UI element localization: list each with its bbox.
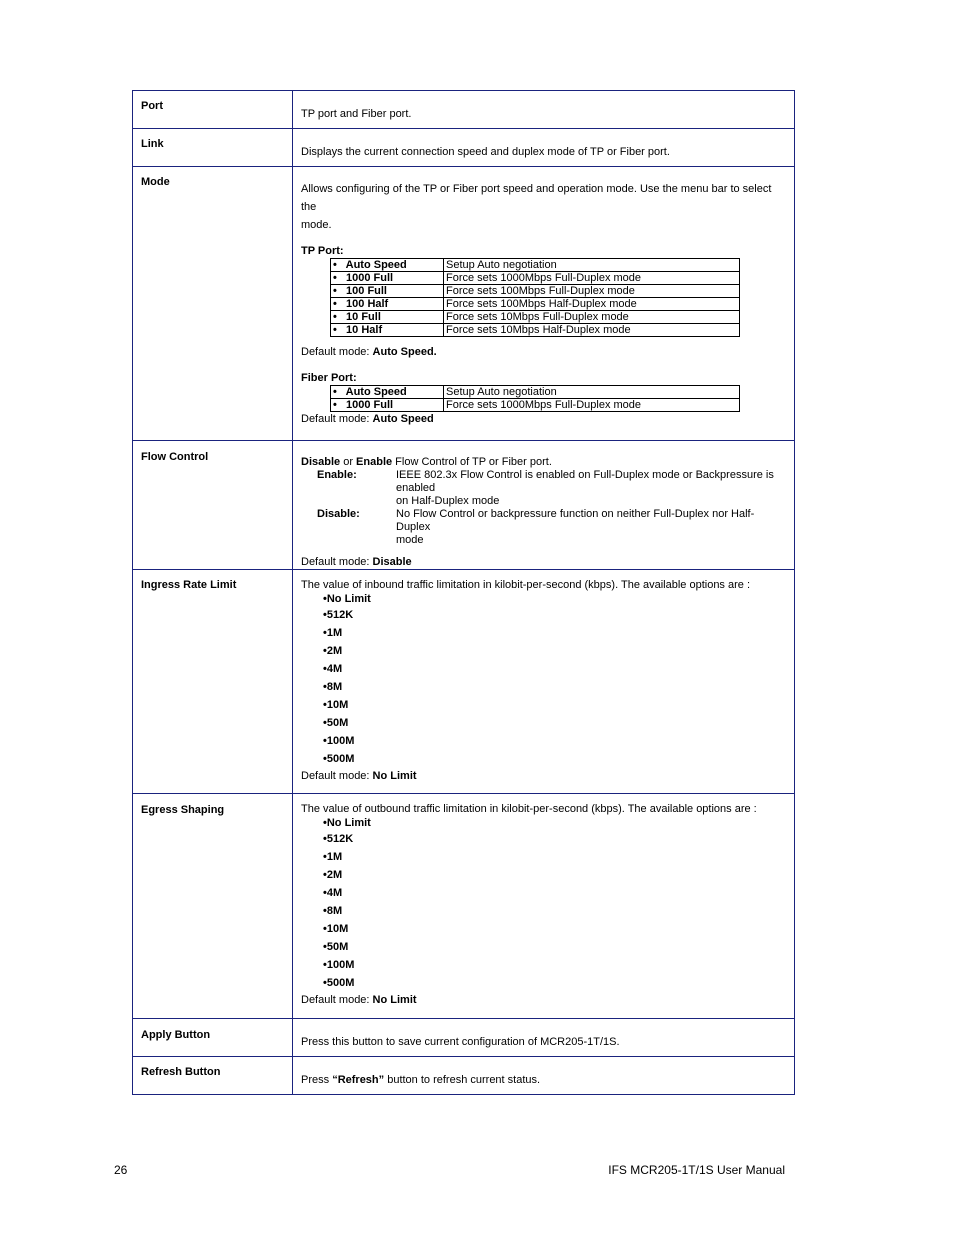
flow-default-mode: Default mode: Disable xyxy=(301,556,412,568)
page-number: 26 xyxy=(114,1163,128,1177)
row-label: Port xyxy=(133,91,293,129)
list-item: •100M xyxy=(323,735,355,747)
fiber-port-options-table xyxy=(330,385,740,412)
flow-intro: Disable or Enable Flow Control of TP or Fiber port. xyxy=(301,456,552,468)
option-desc: Setup Auto negotiation xyxy=(444,386,740,399)
link-text: Displays the current connection speed and duplex mode of TP or Fiber port. xyxy=(301,146,670,158)
list-item: •2M xyxy=(323,645,343,657)
table-row: • Auto Speed Setup Auto negotiation xyxy=(331,386,740,399)
ingress-default-mode: Default mode: No Limit xyxy=(301,770,417,782)
table-row: • 1000 Full Force sets 1000Mbps Full-Duplex mode xyxy=(331,272,740,285)
option-name: 10 Half xyxy=(346,324,383,336)
row-description xyxy=(293,794,795,1019)
option-name: 100 Full xyxy=(346,285,387,297)
list-item: •1M xyxy=(323,627,343,639)
egress-default-mode: Default mode: No Limit xyxy=(301,994,417,1006)
flow-enable-def: Enable: IEEE 802.3x Flow Control is enabled on Full-Duplex mode or Backpressure is enabled on Half-Duplex mode xyxy=(317,469,774,507)
row-description xyxy=(293,91,795,129)
option-name: Auto Speed xyxy=(345,386,407,398)
row-label: Link xyxy=(133,129,293,167)
row-description xyxy=(293,441,795,570)
ingress-options-list xyxy=(301,592,784,768)
table-row-flow-control xyxy=(133,441,795,570)
table-row: • 100 Half Force sets 100Mbps Half-Duplex mode xyxy=(331,298,740,311)
option-desc: Force sets 1000Mbps Full-Duplex mode xyxy=(444,399,740,412)
table-row: • 10 Half Force sets 10Mbps Half-Duplex mode xyxy=(331,324,740,337)
table-row-egress-shaping xyxy=(133,794,795,1019)
table-row-apply-button xyxy=(133,1019,795,1057)
row-label: Ingress Rate Limit xyxy=(133,570,293,794)
option-desc: Force sets 10Mbps Full-Duplex mode xyxy=(444,311,740,324)
option-name: 1000 Full xyxy=(346,272,394,284)
list-item: •No Limit xyxy=(323,593,371,605)
list-item: •2M xyxy=(323,869,343,881)
mode-intro-line1: Allows configuring of the TP or Fiber port speed and operation mode. Use the menu bar to select the xyxy=(301,183,772,213)
table-row-port xyxy=(133,91,795,129)
row-label: Apply Button xyxy=(133,1019,293,1057)
list-item: •512K xyxy=(323,609,354,621)
row-label: Flow Control xyxy=(133,441,293,570)
row-description xyxy=(293,129,795,167)
list-item: •10M xyxy=(323,923,349,935)
list-item: •1M xyxy=(323,851,343,863)
settings-description-table xyxy=(132,90,795,1095)
port-text: TP port and Fiber port. xyxy=(301,108,412,120)
list-item: •4M xyxy=(323,663,343,675)
refresh-text: Press “Refresh” button to refresh current status. xyxy=(301,1074,541,1086)
row-description xyxy=(293,1057,795,1095)
row-label: Mode xyxy=(133,167,293,441)
option-name: 1000 Full xyxy=(346,399,394,411)
tp-default-mode: Default mode: Auto Speed. xyxy=(301,346,437,358)
row-description xyxy=(293,167,795,441)
list-item: •8M xyxy=(323,905,343,917)
apply-text: Press this button to save current configuration of MCR205-1T/1S. xyxy=(301,1036,620,1048)
ingress-intro: The value of inbound traffic limitation in kilobit-per-second (kbps). The available options are : xyxy=(301,579,751,591)
table-row: • Auto Speed Setup Auto negotiation xyxy=(331,259,740,272)
list-item: •100M xyxy=(323,959,355,971)
list-item: •No Limit xyxy=(323,817,371,829)
row-label: Refresh Button xyxy=(133,1057,293,1095)
list-item: •4M xyxy=(323,887,343,899)
fiber-default-mode: Default mode: Auto Speed xyxy=(301,413,434,425)
row-label: Egress Shaping xyxy=(133,794,293,1019)
table-row: • 1000 Full Force sets 1000Mbps Full-Duplex mode xyxy=(331,399,740,412)
option-name: Auto Speed xyxy=(345,259,407,271)
list-item: •10M xyxy=(323,699,349,711)
tp-port-options-table xyxy=(330,258,740,337)
table-row-ingress-rate-limit xyxy=(133,570,795,794)
option-desc: Force sets 100Mbps Half-Duplex mode xyxy=(444,298,740,311)
row-description xyxy=(293,1019,795,1057)
list-item: •8M xyxy=(323,681,343,693)
mode-intro-line2: mode. xyxy=(301,219,332,231)
row-description xyxy=(293,570,795,794)
list-item: •512K xyxy=(323,833,354,845)
table-row-link xyxy=(133,129,795,167)
table-row: • 100 Full Force sets 100Mbps Full-Duplex mode xyxy=(331,285,740,298)
option-name: 100 Half xyxy=(346,298,389,310)
egress-intro: The value of outbound traffic limitation in kilobit-per-second (kbps). The available options are : xyxy=(301,803,757,815)
list-item: •50M xyxy=(323,717,349,729)
option-desc: Force sets 100Mbps Full-Duplex mode xyxy=(444,285,740,298)
flow-disable-def: Disable: No Flow Control or backpressure function on neither Full-Duplex nor Half-Duplex mode xyxy=(317,508,755,546)
egress-options-list xyxy=(301,816,784,992)
table-row: • 10 Full Force sets 10Mbps Full-Duplex mode xyxy=(331,311,740,324)
list-item: •50M xyxy=(323,941,349,953)
option-desc: Force sets 10Mbps Half-Duplex mode xyxy=(444,324,740,337)
list-item: •500M xyxy=(323,753,355,765)
manual-title: IFS MCR205-1T/1S User Manual xyxy=(608,1163,785,1177)
table-row-mode xyxy=(133,167,795,441)
option-desc: Setup Auto negotiation xyxy=(444,259,740,272)
option-name: 10 Full xyxy=(346,311,381,323)
option-desc: Force sets 1000Mbps Full-Duplex mode xyxy=(444,272,740,285)
fiber-port-label: Fiber Port: xyxy=(301,372,357,384)
table-row-refresh-button xyxy=(133,1057,795,1095)
list-item: •500M xyxy=(323,977,355,989)
tp-port-label: TP Port: xyxy=(301,245,344,257)
